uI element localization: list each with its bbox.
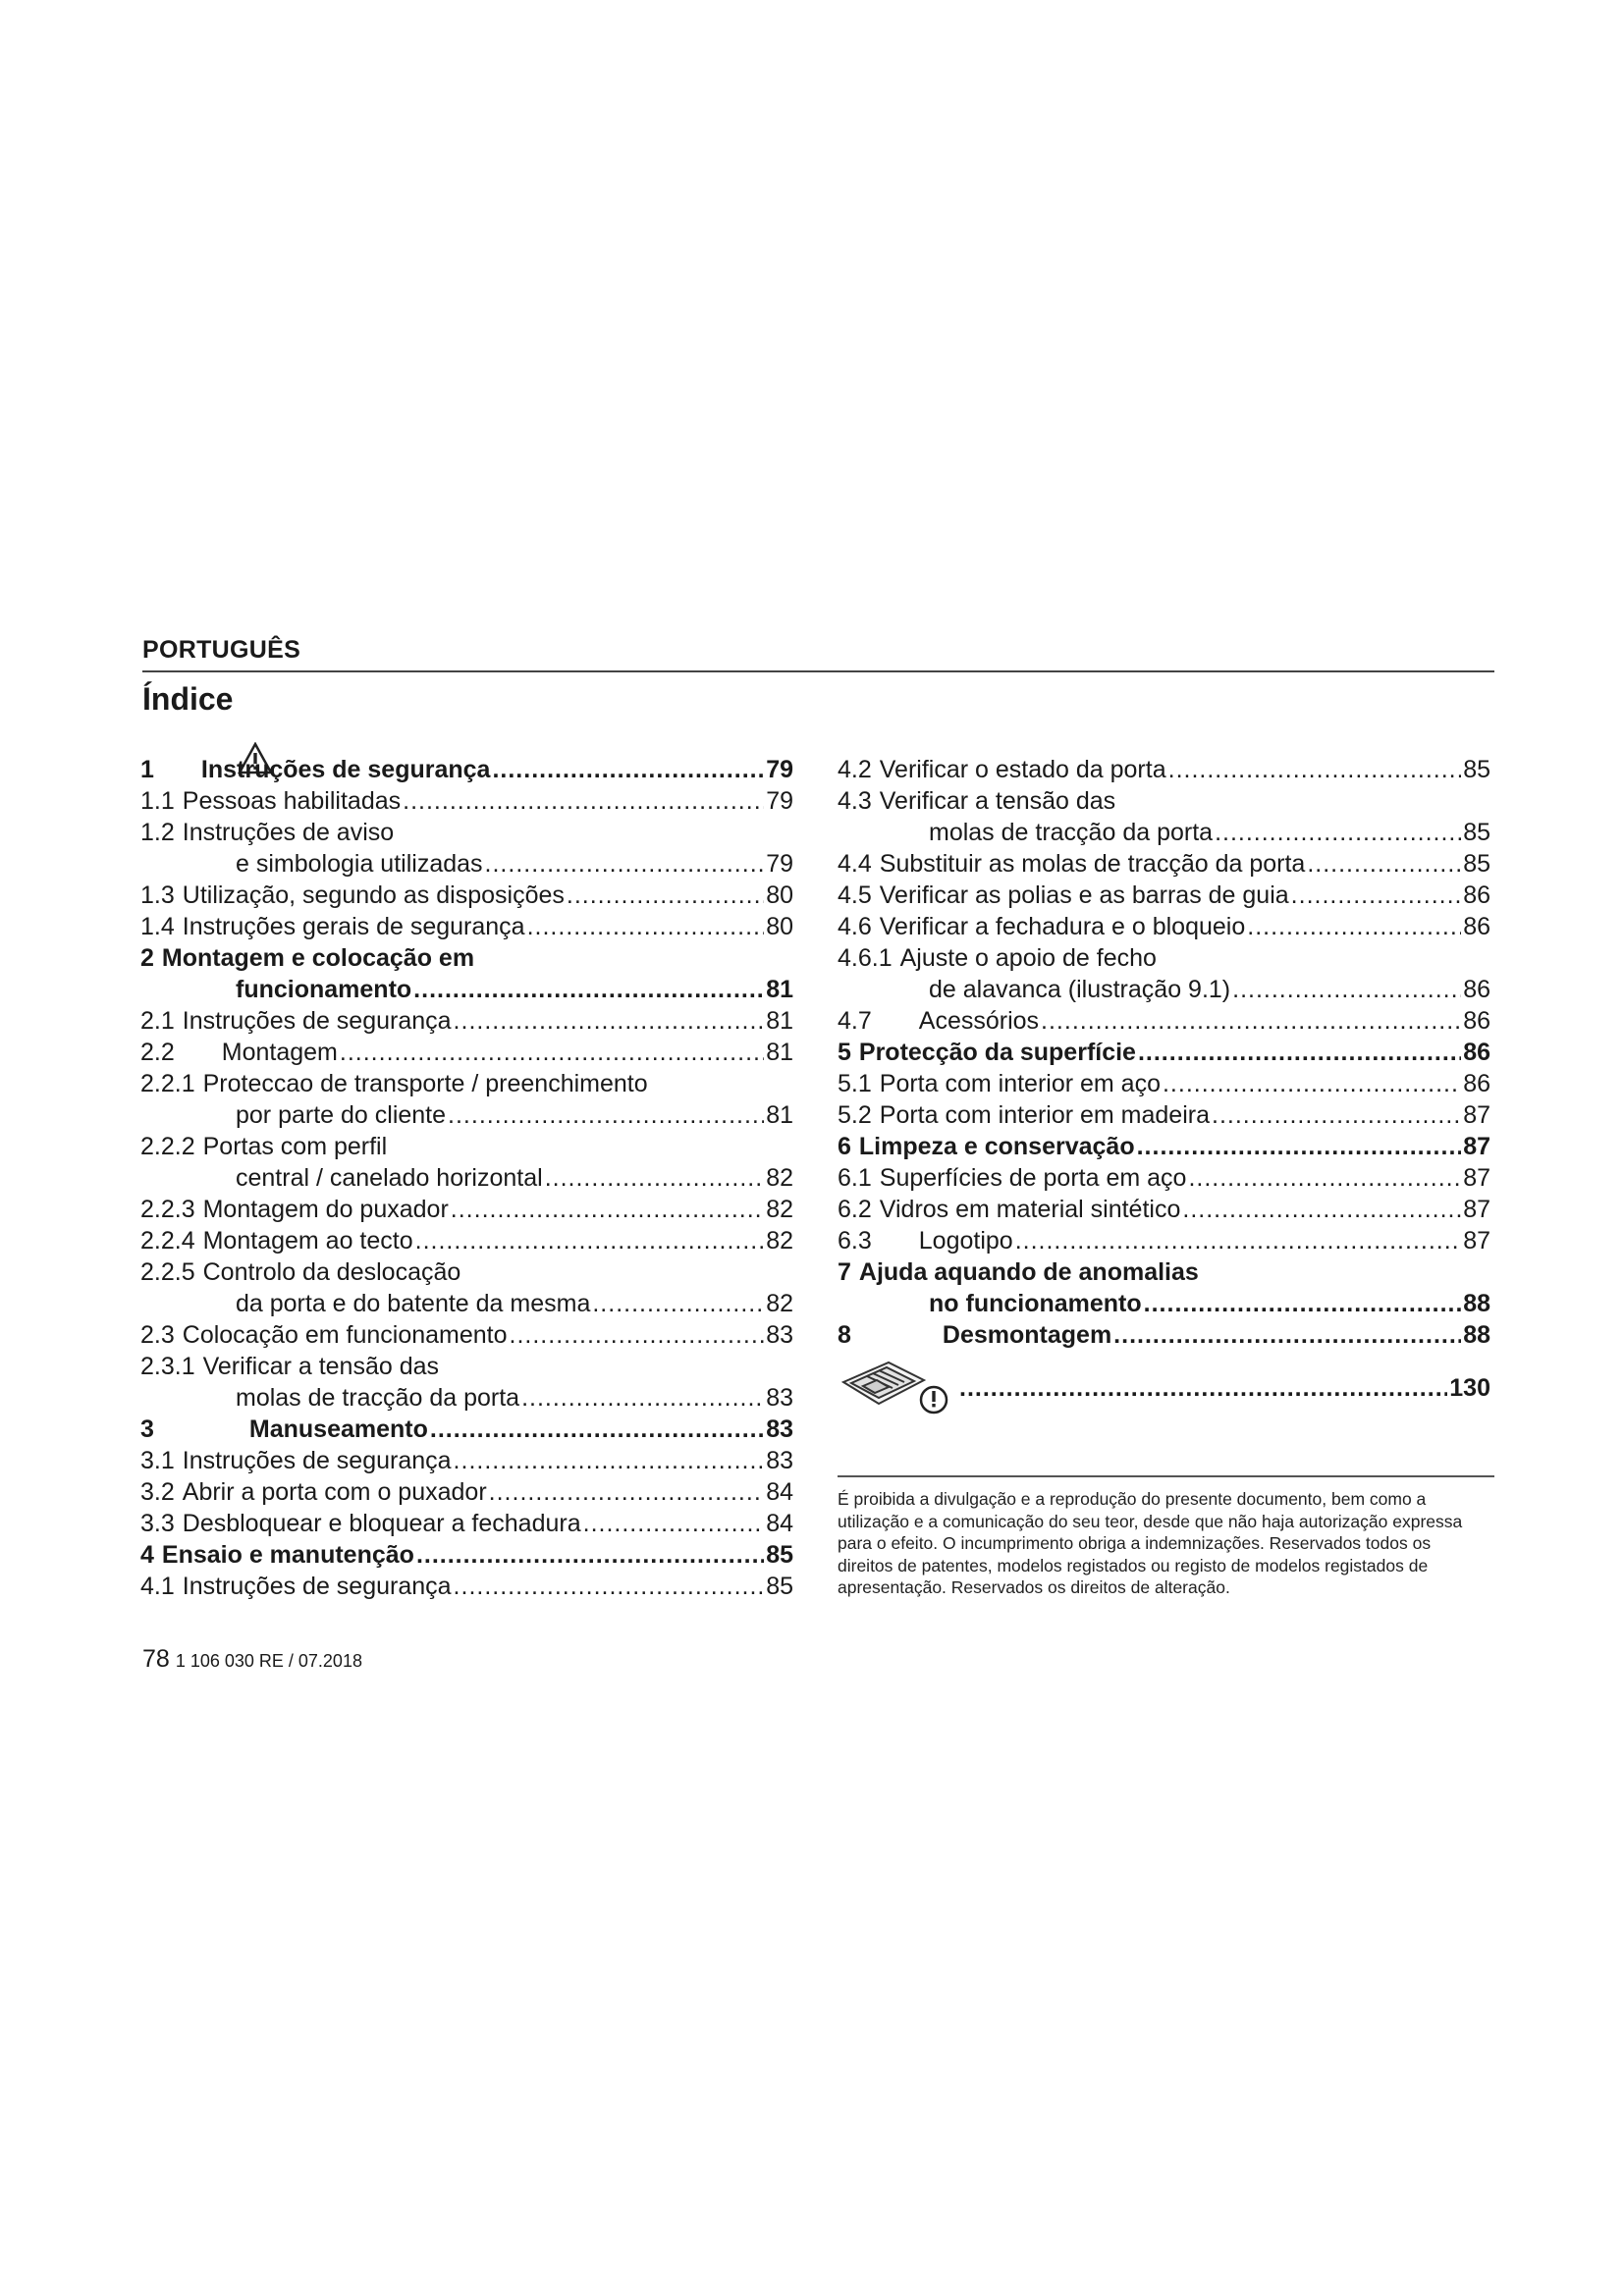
toc-entry[interactable] [140, 1414, 793, 1445]
toc-dot-leader [1113, 1319, 1461, 1351]
toc-entry[interactable] [838, 1068, 1490, 1099]
toc-section-number: 4.5 [838, 881, 872, 909]
toc-entry-title: Desbloquear e bloquear a fechadura [182, 1510, 581, 1537]
toc-symbol-entry[interactable] [838, 1361, 1490, 1415]
toc-section-number: 3.3 [140, 1510, 175, 1537]
toc-page-number: 82 [766, 1227, 793, 1255]
toc-section-number: 4.7 [838, 1007, 872, 1035]
toc-page-number: 82 [766, 1164, 793, 1192]
toc-entry[interactable] [140, 1319, 793, 1351]
toc-entry-title: Verificar a fechadura e o bloqueio [879, 913, 1246, 940]
toc-section-number: 2.2.1 [140, 1070, 195, 1097]
toc-section-number: 1.1 [140, 787, 175, 815]
toc-section-number: 2.3 [140, 1321, 175, 1349]
toc-entry[interactable] [838, 974, 1490, 1005]
toc-section-number: 4.6 [838, 913, 872, 940]
toc-entry-title: Controlo da deslocação [202, 1258, 461, 1286]
toc-entry-title: Instruções de segurança [182, 1447, 452, 1474]
toc-page-number: 86 [1463, 1007, 1490, 1035]
toc-section-number: 4 [140, 1541, 154, 1569]
toc-entry-title: molas de tracção da porta [929, 819, 1214, 846]
toc-page-number: 85 [766, 1541, 793, 1569]
toc-dot-leader [1188, 1162, 1461, 1194]
toc-page-number: 86 [1463, 913, 1490, 940]
toc-entry[interactable] [140, 1288, 793, 1319]
toc-entry-title: Utilização, segundo as disposições [182, 881, 565, 909]
toc-section-number: 1 [140, 756, 154, 783]
toc-dot-leader [454, 1571, 765, 1602]
toc-section-number: 6 [838, 1133, 851, 1160]
toc-entry[interactable] [140, 880, 793, 911]
toc-entry[interactable] [838, 1099, 1490, 1131]
manual-read-instructions-icon [838, 1361, 957, 1415]
toc-entry-title: Verificar a tensão das [202, 1353, 440, 1380]
toc-page-number: 79 [766, 787, 793, 815]
toc-section-number: 5.2 [838, 1101, 872, 1129]
toc-dot-leader [510, 1319, 765, 1351]
toc-section-number: 3.2 [140, 1478, 175, 1506]
toc-entry[interactable] [140, 1005, 793, 1037]
toc-entry-title: Pessoas habilitadas [182, 787, 402, 815]
toc-section-number: 2.1 [140, 1007, 175, 1035]
toc-page-number: 81 [766, 976, 793, 1003]
toc-entry[interactable] [140, 848, 793, 880]
toc-entry-title: da porta e do batente da mesma [236, 1290, 591, 1317]
toc-section-number: 2.2.3 [140, 1196, 195, 1223]
page-footer [142, 1645, 362, 1674]
toc-dot-leader [1138, 1037, 1461, 1068]
toc-entry[interactable] [140, 754, 793, 785]
toc-entry[interactable] [140, 1037, 793, 1068]
toc-entry[interactable] [140, 1476, 793, 1508]
toc-entry[interactable] [838, 1288, 1490, 1319]
toc-dot-leader [489, 1476, 765, 1508]
toc-entry[interactable] [140, 942, 793, 974]
toc-entry[interactable] [140, 974, 793, 1005]
toc-entry-title: Instruções de segurança [182, 1007, 452, 1035]
toc-dot-leader [340, 1037, 764, 1068]
toc-section-number: 2.2.2 [140, 1133, 195, 1160]
toc-entry[interactable] [140, 1445, 793, 1476]
toc-entry[interactable] [838, 1194, 1490, 1225]
toc-entry-title: por parte do cliente [236, 1101, 447, 1129]
toc-page-number: 87 [1463, 1196, 1490, 1223]
toc-entry-title: funcionamento [236, 976, 412, 1003]
toc-entry-title: Proteccao de transporte / preenchimento [202, 1070, 648, 1097]
toc-page-number: 85 [1463, 756, 1490, 783]
toc-left-column [140, 754, 793, 1602]
toc-section-number: 6.2 [838, 1196, 872, 1223]
toc-entry-title: Ajuste o apoio de fecho [899, 944, 1157, 972]
toc-dot-leader [1168, 754, 1462, 785]
toc-entry[interactable] [140, 1131, 793, 1162]
toc-page-number: 86 [1463, 1070, 1490, 1097]
toc-entry[interactable] [140, 1508, 793, 1539]
toc-page-number: 82 [766, 1290, 793, 1317]
toc-entry[interactable] [838, 817, 1490, 848]
toc-page-number: 87 [1463, 1227, 1490, 1255]
toc-entry-title: Verificar as polias e as barras de guia [879, 881, 1289, 909]
toc-page-number: 80 [766, 913, 793, 940]
toc-dot-leader [592, 1288, 764, 1319]
toc-page-number: 79 [766, 850, 793, 878]
toc-entry[interactable] [140, 817, 793, 848]
toc-dot-leader [451, 1194, 764, 1225]
toc-page-number: 84 [766, 1478, 793, 1506]
toc-entry-title: Desmontagem [942, 1321, 1112, 1349]
toc-entry-title: Logotipo [918, 1227, 1013, 1255]
toc-page-number: 88 [1463, 1290, 1490, 1317]
toc-entry[interactable] [140, 1382, 793, 1414]
document-code: 1 106 030 RE / 07.2018 [175, 1651, 362, 1671]
toc-entry[interactable] [838, 911, 1490, 942]
toc-entry[interactable] [140, 1571, 793, 1602]
toc-entry-title: Instruções gerais de segurança [182, 913, 525, 940]
toc-page-number: 83 [766, 1415, 793, 1443]
toc-entry[interactable] [838, 1319, 1490, 1351]
toc-entry[interactable] [140, 1099, 793, 1131]
toc-entry[interactable] [140, 1539, 793, 1571]
toc-page-number: 87 [1463, 1164, 1490, 1192]
toc-entry[interactable] [838, 754, 1490, 785]
toc-page-number: 87 [1463, 1101, 1490, 1129]
toc-entry[interactable] [838, 1256, 1490, 1288]
header-divider [142, 670, 1494, 672]
toc-page-number: 130 [1449, 1374, 1490, 1402]
toc-right-column [838, 754, 1490, 1415]
toc-dot-leader [415, 1225, 765, 1256]
toc-page-number: 85 [766, 1573, 793, 1600]
toc-entry-title: no funcionamento [929, 1290, 1142, 1317]
toc-dot-leader [454, 1005, 765, 1037]
toc-dot-leader [416, 1539, 764, 1571]
toc-entry[interactable] [838, 880, 1490, 911]
toc-dot-leader [448, 1099, 764, 1131]
toc-section-number: 5 [838, 1039, 851, 1066]
toc-section-number: 6.1 [838, 1164, 872, 1192]
toc-entry-title: Manuseamento [248, 1415, 428, 1443]
toc-dot-leader [1215, 817, 1461, 848]
toc-page-number: 85 [1463, 819, 1490, 846]
toc-section-number: 7 [838, 1258, 851, 1286]
toc-dot-leader [1232, 974, 1461, 1005]
toc-entry-title: Montagem do puxador [202, 1196, 449, 1223]
toc-entry[interactable] [838, 1162, 1490, 1194]
toc-dot-leader [413, 974, 764, 1005]
toc-dot-leader [1137, 1131, 1462, 1162]
toc-page-number: 80 [766, 881, 793, 909]
toc-dot-leader [1291, 880, 1462, 911]
toc-entry-title: de alavanca (ilustração 9.1) [929, 976, 1231, 1003]
toc-dot-leader [430, 1414, 764, 1445]
toc-section-number: 3 [140, 1415, 154, 1443]
toc-section-number: 4.3 [838, 787, 872, 815]
toc-entry[interactable] [140, 1162, 793, 1194]
toc-entry-title: Ensaio e manutenção [161, 1541, 414, 1569]
toc-dot-leader [959, 1372, 1447, 1404]
toc-page-number: 81 [766, 1101, 793, 1129]
toc-entry-title: Ajuda aquando de anomalias [858, 1258, 1199, 1286]
toc-entry-title: Porta com interior em madeira [879, 1101, 1210, 1129]
toc-page-number: 83 [766, 1321, 793, 1349]
toc-dot-leader [485, 848, 765, 880]
toc-section-number: 4.2 [838, 756, 872, 783]
toc-entry-title: Abrir a porta com o puxador [182, 1478, 487, 1506]
toc-page-number: 85 [1463, 850, 1490, 878]
toc-entry[interactable] [838, 785, 1490, 817]
toc-entry-title: Substituir as molas de tracção da porta [879, 850, 1306, 878]
toc-page-number: 79 [766, 756, 793, 783]
toc-dot-leader [1144, 1288, 1462, 1319]
toc-page-number: 83 [766, 1447, 793, 1474]
page-number: 78 [142, 1645, 170, 1673]
toc-page-number: 82 [766, 1196, 793, 1223]
toc-entry-title: Superfícies de porta em aço [879, 1164, 1187, 1192]
toc-entry[interactable] [140, 1068, 793, 1099]
toc-dot-leader [1212, 1099, 1461, 1131]
toc-entry-title: Verificar a tensão das [879, 787, 1116, 815]
toc-dot-leader [1247, 911, 1461, 942]
toc-section-number: 4.6.1 [838, 944, 893, 972]
legal-divider [838, 1475, 1494, 1477]
toc-entry-title: Limpeza e conservação [858, 1133, 1135, 1160]
toc-entry-title: Montagem e colocação em [161, 944, 475, 972]
toc-entry-title: Colocação em funcionamento [182, 1321, 508, 1349]
toc-dot-leader [567, 880, 764, 911]
toc-entry-title: Protecção da superfície [858, 1039, 1136, 1066]
toc-entry[interactable] [140, 1351, 793, 1382]
toc-entry[interactable] [838, 848, 1490, 880]
toc-dot-leader [527, 911, 765, 942]
toc-section-number: 4.4 [838, 850, 872, 878]
toc-entry-title: e simbologia utilizadas [236, 850, 483, 878]
toc-section-number: 8 [838, 1321, 851, 1349]
toc-entry[interactable] [140, 911, 793, 942]
toc-page-number: 87 [1463, 1133, 1490, 1160]
toc-entry[interactable] [140, 785, 793, 817]
toc-dot-leader [1307, 848, 1461, 880]
toc-page-number: 86 [1463, 976, 1490, 1003]
page-title: Índice [142, 681, 234, 717]
toc-entry-title: Verificar o estado da porta [879, 756, 1166, 783]
toc-section-number: 2 [140, 944, 154, 972]
toc-page-number: 88 [1463, 1321, 1490, 1349]
toc-entry[interactable] [838, 1131, 1490, 1162]
toc-page-number: 81 [766, 1039, 793, 1066]
toc-entry-title: Montagem ao tecto [202, 1227, 413, 1255]
toc-entry-title: Instruções de segurança [200, 756, 491, 783]
toc-section-number: 3.1 [140, 1447, 175, 1474]
toc-dot-leader [454, 1445, 765, 1476]
toc-page-number: 83 [766, 1384, 793, 1412]
toc-entry-title: Acessórios [918, 1007, 1040, 1035]
toc-section-number: 2.3.1 [140, 1353, 195, 1380]
toc-entry-title: Instruções de aviso [182, 819, 395, 846]
toc-entry[interactable] [140, 1194, 793, 1225]
toc-section-number: 6.3 [838, 1227, 872, 1255]
toc-section-number: 5.1 [838, 1070, 872, 1097]
toc-entry[interactable] [838, 1005, 1490, 1037]
toc-entry-title: Instruções de segurança [182, 1573, 452, 1600]
toc-dot-leader [492, 754, 764, 785]
toc-entry-title: Porta com interior em aço [879, 1070, 1161, 1097]
toc-section-number: 2.2.4 [140, 1227, 195, 1255]
toc-entry-title: Montagem [221, 1039, 338, 1066]
toc-dot-leader [521, 1382, 764, 1414]
toc-section-number: 1.3 [140, 881, 175, 909]
toc-entry-title: Vidros em material sintético [879, 1196, 1181, 1223]
toc-dot-leader [545, 1162, 764, 1194]
toc-section-number: 1.2 [140, 819, 175, 846]
toc-entry[interactable] [140, 1225, 793, 1256]
language-heading: PORTUGUÊS [142, 636, 301, 664]
toc-dot-leader [1163, 1068, 1461, 1099]
toc-dot-leader [583, 1508, 765, 1539]
toc-entry-title: molas de tracção da porta [236, 1384, 520, 1412]
toc-dot-leader [1182, 1194, 1461, 1225]
toc-dot-leader [403, 785, 764, 817]
toc-section-number: 2.2.5 [140, 1258, 195, 1286]
toc-section-number: 2.2 [140, 1039, 175, 1066]
toc-entry-title: central / canelado horizontal [236, 1164, 543, 1192]
toc-entry[interactable] [838, 1225, 1490, 1256]
toc-page-number: 86 [1463, 1039, 1490, 1066]
toc-section-number: 4.1 [140, 1573, 175, 1600]
toc-dot-leader [1015, 1225, 1461, 1256]
toc-entry[interactable] [140, 1256, 793, 1288]
toc-page-number: 86 [1463, 881, 1490, 909]
toc-entry-title: Portas com perfil [202, 1133, 388, 1160]
legal-notice: É proibida a divulgação e a reprodução do presente documento, bem como a utilização e a comunicação do seu teor, desde que não haja autorização expressa para o efeito. O incumprimento obriga a indemnizações. Reservados todos os direitos de patentes, modelos registados ou registo de modelos registados de apresentação. Reservados os direitos de alteração. [838, 1489, 1463, 1597]
toc-entry[interactable] [838, 1037, 1490, 1068]
toc-page-number: 84 [766, 1510, 793, 1537]
toc-section-number: 1.4 [140, 913, 175, 940]
toc-page-number: 81 [766, 1007, 793, 1035]
toc-dot-leader [1041, 1005, 1461, 1037]
toc-entry[interactable] [838, 942, 1490, 974]
